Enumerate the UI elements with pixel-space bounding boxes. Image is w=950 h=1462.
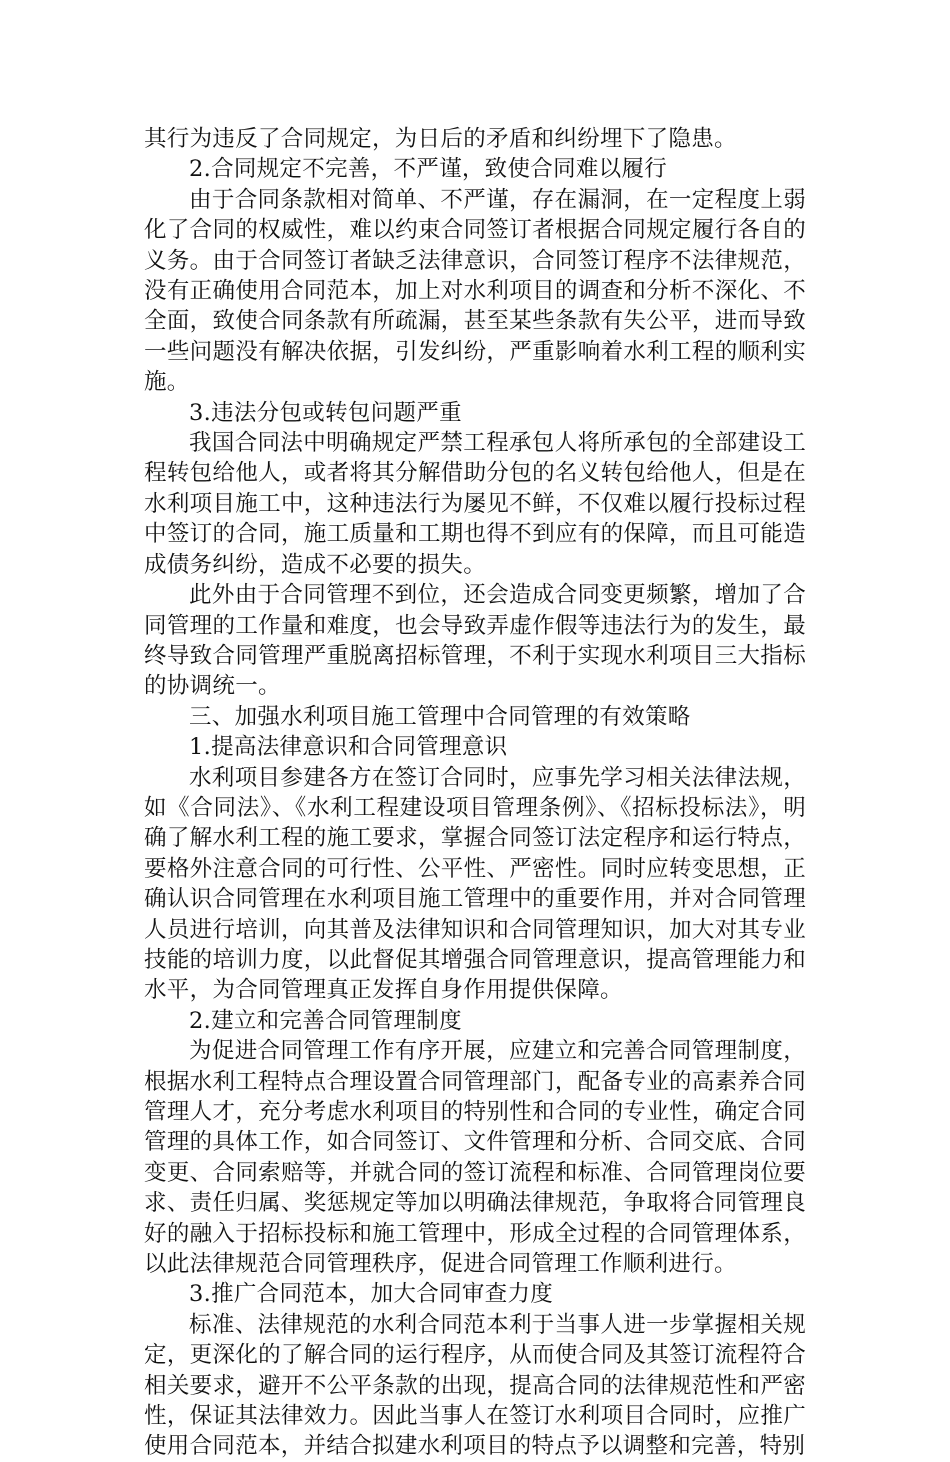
paragraph-continuation: 其行为违反了合同规定，为日后的矛盾和纠纷埋下了隐患。 [144, 126, 737, 152]
chapter-heading: 三、加强水利项目施工管理中合同管理的有效策略 [189, 703, 691, 730]
body-paragraph: 标准、法律规范的水利合同范本利于当事人进一步掌握相关规定，更深化的了解合同的运行程序，从而使合同及其签订流程符合相关要求，避开不公平条款的出现，提高合同的法律规范性和严密性，保证其法律效力。因此当事人在签订水利项目合同时，应推广使用合同范本，并结合拟建水利项目的特点予以调整和完善，特别 [144, 1311, 806, 1460]
body-paragraph: 由于合同条款相对简单、不严谨，存在漏洞，在一定程度上弱化了合同的权威性，难以约束合同签订者根据合同规定履行各自的义务。由于合同签订者缺乏法律意识，合同签订程序不法律规范，没有正确使用合同范本，加上对水利项目的调查和分析不深化、不全面，致使合同条款有所疏漏，甚至某些条款有失公平，进而导致一些问题没有解决依据，引发纠纷，严重影响着水利工程的顺利实施。 [144, 186, 806, 396]
section-heading: 2.合同规定不完善，不严谨，致使合同难以履行 [189, 156, 668, 183]
document-body [144, 124, 806, 1462]
section-heading: 3.违法分包或转包问题严重 [189, 399, 462, 426]
body-paragraph: 为促进合同管理工作有序开展，应建立和完善合同管理制度，根据水利工程特点合理设置合同管理部门，配备专业的高素养合同管理人才，充分考虑水利项目的特别性和合同的专业性，确定合同管理的具体工作，如合同签订、文件管理和分析、合同交底、合同变更、合同索赔等，并就合同的签订流程和标准、合同管理岗位要求、责任归属、奖惩规定等加以明确法律规范，争取将合同管理良好的融入于招标投标和施工管理中，形成全过程的合同管理体系，以此法律规范合同管理秩序，促进合同管理工作顺利进行。 [144, 1038, 806, 1278]
body-paragraph: 水利项目参建各方在签订合同时，应事先学习相关法律法规，如《合同法》、《水利工程建设项目管理条例》、《招标投标法》，明确了解水利工程的施工要求，掌握合同签订法定程序和运行特点，要格外注意合同的可行性、公平性、严密性。同时应转变思想，正确认识合同管理在水利项目施工管理中的重要作用，并对合同管理人员进行培训，向其普及法律知识和合同管理知识，加大对其专业技能的培训力度，以此督促其增强合同管理意识，提高管理能力和水平，为合同管理真正发挥自身作用提供保障。 [144, 764, 806, 1004]
section-heading: 1.提高法律意识和合同管理意识 [189, 734, 508, 761]
section-heading: 3.推广合同范本，加大合同审查力度 [189, 1281, 554, 1308]
body-paragraph: 我国合同法中明确规定严禁工程承包人将所承包的全部建设工程转包给他人，或者将其分解借助分包的名义转包给他人，但是在水利项目施工中，这种违法行为屡见不鲜，不仅难以履行投标过程中签订的合同，施工质量和工期也得不到应有的保障，而且可能造成债务纠纷，造成不必要的损失。 [144, 430, 806, 578]
section-heading: 2.建立和完善合同管理制度 [189, 1007, 462, 1034]
body-paragraph: 此外由于合同管理不到位，还会造成合同变更频繁，增加了合同管理的工作量和难度，也会导致弄虚作假等违法行为的发生，最终导致合同管理严重脱离招标管理，不利于实现水利项目三大指标的协调统一。 [144, 582, 806, 700]
